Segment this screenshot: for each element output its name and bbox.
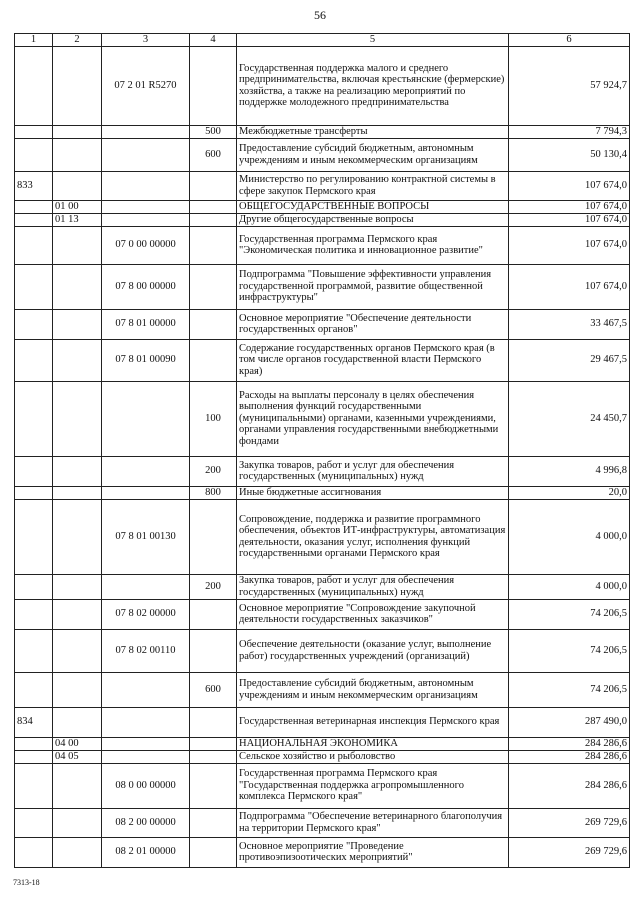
dept-code-cell <box>15 750 53 763</box>
target-article-cell: 07 2 01 R5270 <box>102 46 190 125</box>
amount-cell: 107 674,0 <box>509 200 630 213</box>
document-code: 7313-18 <box>13 878 40 887</box>
item-name-cell: Подпрограмма "Обеспечение ветеринарного благополучия на территории Пермского края" <box>237 808 509 837</box>
table-row <box>15 486 630 499</box>
section-code-cell <box>53 46 102 125</box>
target-article-cell <box>102 200 190 213</box>
table-row <box>15 599 630 629</box>
dept-code-cell <box>15 309 53 339</box>
table-row <box>15 226 630 264</box>
target-article-cell <box>102 381 190 456</box>
dept-code-cell <box>15 486 53 499</box>
table-row <box>15 629 630 672</box>
table-row <box>15 837 630 867</box>
target-article-cell: 08 2 01 00000 <box>102 837 190 867</box>
amount-cell: 269 729,6 <box>509 808 630 837</box>
column-header-2: 2 <box>53 34 102 47</box>
amount-cell: 20,0 <box>509 486 630 499</box>
item-name-cell: Расходы на выплаты персоналу в целях обеспечения выполнения функций государственными (муниципальными) органами, казенными учреждениями, органами управления государственными внебюджетными фондами <box>237 381 509 456</box>
target-article-cell: 08 2 00 00000 <box>102 808 190 837</box>
expense-kind-cell <box>190 264 237 309</box>
section-code-cell <box>53 381 102 456</box>
item-name-cell: Государственная программа Пермского края "Государственная поддержка агропромышленного комплекса Пермского края" <box>237 763 509 808</box>
item-name-cell: Закупка товаров, работ и услуг для обеспечения государственных (муниципальных) нужд <box>237 456 509 486</box>
dept-code-cell <box>15 499 53 574</box>
amount-cell: 7 794,3 <box>509 125 630 138</box>
dept-code-cell <box>15 808 53 837</box>
target-article-cell: 07 8 01 00090 <box>102 339 190 381</box>
amount-cell: 107 674,0 <box>509 226 630 264</box>
table-row <box>15 339 630 381</box>
amount-cell: 74 206,5 <box>509 629 630 672</box>
dept-code-cell <box>15 599 53 629</box>
table-row <box>15 737 630 750</box>
item-name-cell: Подпрограмма "Повышение эффективности управления государственной программой, развитие общественной инфраструктуры" <box>237 264 509 309</box>
expense-kind-cell <box>190 171 237 200</box>
table-row <box>15 574 630 599</box>
amount-cell: 57 924,7 <box>509 46 630 125</box>
section-code-cell <box>53 171 102 200</box>
table-header <box>15 34 630 47</box>
section-code-cell <box>53 808 102 837</box>
section-code-cell <box>53 226 102 264</box>
expense-kind-cell: 600 <box>190 138 237 171</box>
expense-kind-cell <box>190 46 237 125</box>
amount-cell: 50 130,4 <box>509 138 630 171</box>
target-article-cell: 07 8 01 00000 <box>102 309 190 339</box>
dept-code-cell <box>15 138 53 171</box>
table-row <box>15 46 630 125</box>
amount-cell: 284 286,6 <box>509 763 630 808</box>
expense-kind-cell <box>190 226 237 264</box>
target-article-cell: 07 8 02 00000 <box>102 599 190 629</box>
section-code-cell: 04 05 <box>53 750 102 763</box>
table-row <box>15 707 630 737</box>
table-row <box>15 264 630 309</box>
expense-kind-cell: 200 <box>190 574 237 599</box>
expense-kind-cell <box>190 339 237 381</box>
column-header-5: 5 <box>237 34 509 47</box>
table-row <box>15 309 630 339</box>
item-name-cell: Сопровождение, поддержка и развитие программного обеспечения, объектов ИТ-инфраструктуры, автоматизация деятельности, оказания услуг, исполнения функций государственными органами Пермского края <box>237 499 509 574</box>
section-code-cell <box>53 499 102 574</box>
item-name-cell: Основное мероприятие "Сопровождение закупочной деятельности государственных заказчиков" <box>237 599 509 629</box>
table-row <box>15 763 630 808</box>
target-article-cell: 07 8 01 00130 <box>102 499 190 574</box>
budget-table <box>14 33 630 868</box>
item-name-cell: Другие общегосударственные вопросы <box>237 213 509 226</box>
target-article-cell <box>102 125 190 138</box>
section-code-cell <box>53 339 102 381</box>
section-code-cell: 04 00 <box>53 737 102 750</box>
target-article-cell <box>102 574 190 599</box>
table-row <box>15 200 630 213</box>
dept-code-cell: 834 <box>15 707 53 737</box>
item-name-cell: Государственная поддержка малого и среднего предпринимательства, включая крестьянские (фермерские) хозяйства, а также на реализацию мероприятий по поддержке молодежного предпринимательства <box>237 46 509 125</box>
dept-code-cell <box>15 763 53 808</box>
item-name-cell: Иные бюджетные ассигнования <box>237 486 509 499</box>
expense-kind-cell <box>190 808 237 837</box>
column-header-1: 1 <box>15 34 53 47</box>
expense-kind-cell <box>190 599 237 629</box>
dept-code-cell <box>15 737 53 750</box>
target-article-cell <box>102 672 190 707</box>
item-name-cell: Государственная программа Пермского края "Экономическая политика и инновационное развитие" <box>237 226 509 264</box>
amount-cell: 74 206,5 <box>509 672 630 707</box>
item-name-cell: Обеспечение деятельности (оказание услуг, выполнение работ) государственных учреждений (организаций) <box>237 629 509 672</box>
item-name-cell: Предоставление субсидий бюджетным, автономным учреждениям и иным некоммерческим организациям <box>237 138 509 171</box>
item-name-cell: Предоставление субсидий бюджетным, автономным учреждениям и иным некоммерческим организациям <box>237 672 509 707</box>
amount-cell: 107 674,0 <box>509 213 630 226</box>
table-row <box>15 750 630 763</box>
target-article-cell <box>102 737 190 750</box>
table-row <box>15 138 630 171</box>
target-article-cell <box>102 707 190 737</box>
item-name-cell: Государственная ветеринарная инспекция Пермского края <box>237 707 509 737</box>
amount-cell: 107 674,0 <box>509 171 630 200</box>
table-row <box>15 499 630 574</box>
section-code-cell: 01 00 <box>53 200 102 213</box>
amount-cell: 107 674,0 <box>509 264 630 309</box>
section-code-cell <box>53 574 102 599</box>
item-name-cell: НАЦИОНАЛЬНАЯ ЭКОНОМИКА <box>237 737 509 750</box>
dept-code-cell <box>15 629 53 672</box>
amount-cell: 269 729,6 <box>509 837 630 867</box>
section-code-cell <box>53 707 102 737</box>
dept-code-cell <box>15 125 53 138</box>
dept-code-cell <box>15 213 53 226</box>
expense-kind-cell <box>190 629 237 672</box>
section-code-cell <box>53 456 102 486</box>
table-row <box>15 808 630 837</box>
expense-kind-cell <box>190 837 237 867</box>
section-code-cell <box>53 837 102 867</box>
dept-code-cell <box>15 456 53 486</box>
section-code-cell <box>53 629 102 672</box>
expense-kind-cell <box>190 200 237 213</box>
expense-kind-cell: 500 <box>190 125 237 138</box>
section-code-cell <box>53 672 102 707</box>
header-row <box>15 34 630 47</box>
item-name-cell: ОБЩЕГОСУДАРСТВЕННЫЕ ВОПРОСЫ <box>237 200 509 213</box>
amount-cell: 29 467,5 <box>509 339 630 381</box>
dept-code-cell <box>15 226 53 264</box>
item-name-cell: Основное мероприятие "Обеспечение деятельности государственных органов" <box>237 309 509 339</box>
column-header-6: 6 <box>509 34 630 47</box>
target-article-cell <box>102 486 190 499</box>
expense-kind-cell <box>190 763 237 808</box>
dept-code-cell <box>15 264 53 309</box>
item-name-cell: Закупка товаров, работ и услуг для обеспечения государственных (муниципальных) нужд <box>237 574 509 599</box>
expense-kind-cell <box>190 707 237 737</box>
amount-cell: 287 490,0 <box>509 707 630 737</box>
table-row <box>15 213 630 226</box>
dept-code-cell <box>15 46 53 125</box>
table-row <box>15 125 630 138</box>
amount-cell: 284 286,6 <box>509 737 630 750</box>
section-code-cell <box>53 125 102 138</box>
amount-cell: 284 286,6 <box>509 750 630 763</box>
dept-code-cell <box>15 339 53 381</box>
expense-kind-cell <box>190 309 237 339</box>
dept-code-cell <box>15 574 53 599</box>
dept-code-cell <box>15 837 53 867</box>
section-code-cell: 01 13 <box>53 213 102 226</box>
target-article-cell: 07 0 00 00000 <box>102 226 190 264</box>
target-article-cell <box>102 138 190 171</box>
section-code-cell <box>53 138 102 171</box>
table-row <box>15 672 630 707</box>
item-name-cell: Содержание государственных органов Пермского края (в том числе органов государственной власти Пермского края) <box>237 339 509 381</box>
item-name-cell: Межбюджетные трансферты <box>237 125 509 138</box>
table-body <box>15 46 630 867</box>
section-code-cell <box>53 763 102 808</box>
target-article-cell <box>102 750 190 763</box>
expense-kind-cell: 600 <box>190 672 237 707</box>
dept-code-cell <box>15 672 53 707</box>
target-article-cell <box>102 213 190 226</box>
column-header-3: 3 <box>102 34 190 47</box>
dept-code-cell: 833 <box>15 171 53 200</box>
amount-cell: 4 000,0 <box>509 499 630 574</box>
expense-kind-cell <box>190 499 237 574</box>
section-code-cell <box>53 486 102 499</box>
expense-kind-cell: 800 <box>190 486 237 499</box>
expense-kind-cell <box>190 213 237 226</box>
item-name-cell: Основное мероприятие "Проведение противоэпизоотических мероприятий" <box>237 837 509 867</box>
section-code-cell <box>53 309 102 339</box>
item-name-cell: Министерство по регулированию контрактной системы в сфере закупок Пермского края <box>237 171 509 200</box>
target-article-cell: 07 8 00 00000 <box>102 264 190 309</box>
amount-cell: 4 000,0 <box>509 574 630 599</box>
target-article-cell <box>102 456 190 486</box>
table-row <box>15 381 630 456</box>
section-code-cell <box>53 599 102 629</box>
dept-code-cell <box>15 200 53 213</box>
page-number: 56 <box>314 8 326 22</box>
expense-kind-cell <box>190 750 237 763</box>
table-row <box>15 171 630 200</box>
amount-cell: 74 206,5 <box>509 599 630 629</box>
expense-kind-cell: 200 <box>190 456 237 486</box>
item-name-cell: Сельское хозяйство и рыболовство <box>237 750 509 763</box>
column-header-4: 4 <box>190 34 237 47</box>
target-article-cell <box>102 171 190 200</box>
section-code-cell <box>53 264 102 309</box>
amount-cell: 33 467,5 <box>509 309 630 339</box>
target-article-cell: 08 0 00 00000 <box>102 763 190 808</box>
dept-code-cell <box>15 381 53 456</box>
table-row <box>15 456 630 486</box>
expense-kind-cell: 100 <box>190 381 237 456</box>
amount-cell: 4 996,8 <box>509 456 630 486</box>
expense-kind-cell <box>190 737 237 750</box>
amount-cell: 24 450,7 <box>509 381 630 456</box>
target-article-cell: 07 8 02 00110 <box>102 629 190 672</box>
